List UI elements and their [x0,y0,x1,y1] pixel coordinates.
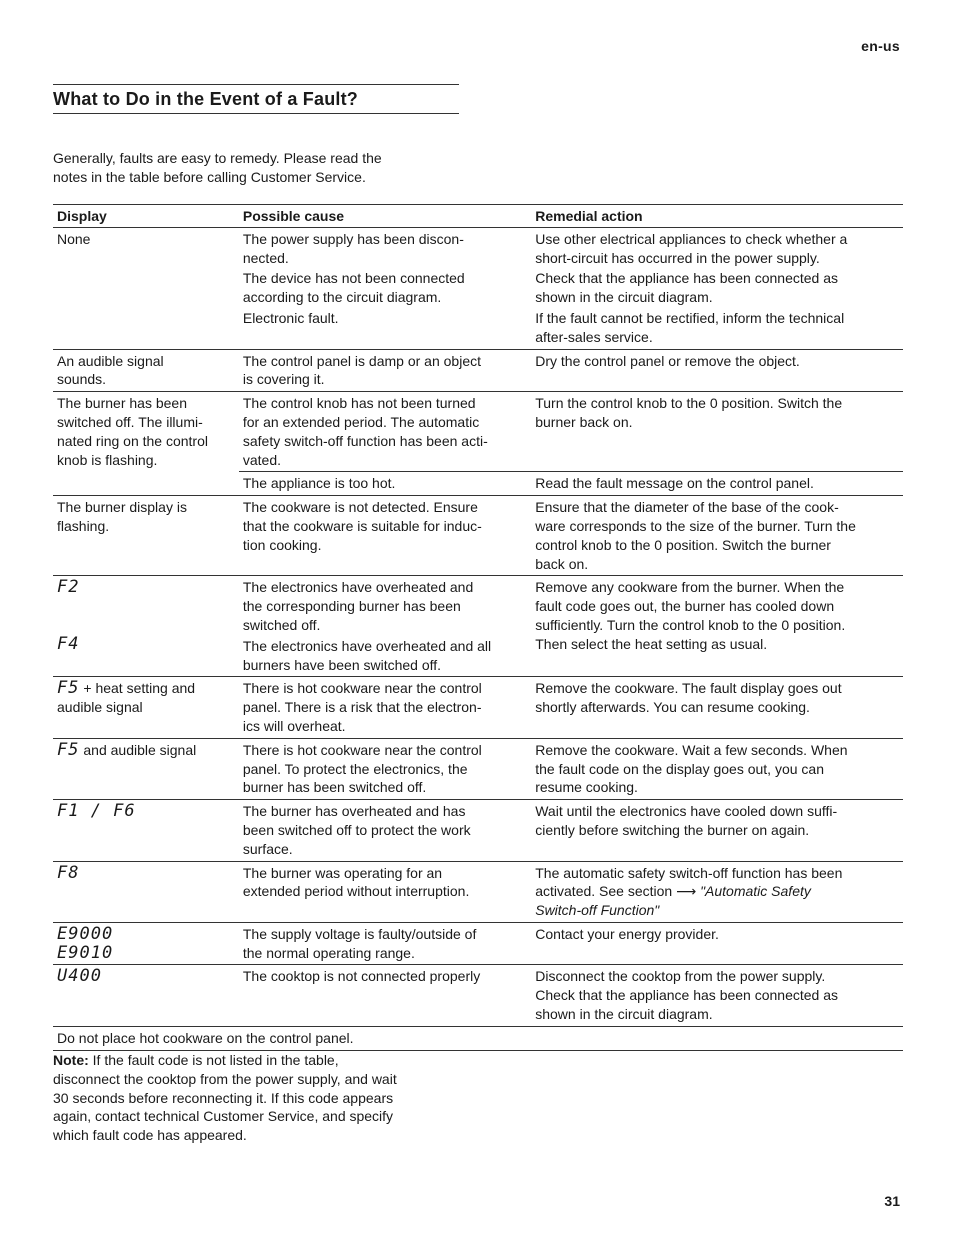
fault-code: F1 / F6 [57,801,136,822]
fault-table [53,204,903,1051]
table-row [53,965,903,1026]
cell-display: The burner display is flashing. [53,496,239,576]
cell-display: F5 and audible signal [53,738,239,799]
cell-display: The burner has been switched off. The illumi- nated ring on the control knob is flashing. [53,392,239,496]
cause-text: The power supply has been discon- nected. [242,230,464,266]
cell-display: F5 + heat setting and audible signal [53,677,239,738]
cause-text: Electronic fault. [242,309,339,326]
fault-code: E9000 [57,923,114,944]
table-row [53,861,903,922]
cell-remedy: Contact your energy provider. [531,922,903,965]
intro-line: notes in the table before calling Customer Service. [53,169,366,185]
cell-cause: The control panel is damp or an object is covering it. [239,349,531,392]
display-text: None [57,230,91,247]
cell-remedy: Disconnect the cooktop from the power supply. Check that the appliance has been connected as shown in the circuit diagram. [531,965,903,1026]
cell-remedy: Remove any cookware from the burner. When the fault code goes out, the burner has cooled down sufficiently. Turn the control knob to the 0 position. Then select the heat setting as usual. [531,576,903,677]
remedy-text: Use other electrical appliances to check whether a short-circuit has occurred in the power supply. [535,230,848,266]
fault-code: U400 [57,966,102,987]
section-reference-link[interactable]: "Automatic Safety [696,883,811,900]
cell-display: An audible signal sounds. [53,349,239,392]
cell-remedy [531,227,903,349]
cell-cause: The burner has overheated and has been switched off to protect the work surface. [239,800,531,861]
table-header-row [53,205,903,228]
fault-code: F2 [57,577,80,598]
table-row [53,738,903,799]
cell-cause: The electronics have overheated and the corresponding burner has been switched off. The electronics have overheated and all burners have been switched off. [239,576,531,677]
cell-cause: The control knob has not been turned for an extended period. The automatic safety switch-off function has been acti- vated. [239,392,531,472]
cell-remedy: Remove the cookware. Wait a few seconds. When the fault code on the display goes out, you can resume cooking. [531,738,903,799]
cause-text: The device has not been connected according to the circuit diagram. [242,270,465,306]
table-footer-row [53,1026,903,1050]
page-number: 31 [884,1193,900,1209]
fault-code: E9010 [57,942,114,963]
cell-display [53,800,239,861]
cell-remedy: Dry the control panel or remove the object. [531,349,903,392]
table-row [53,922,903,965]
fault-code: F5 [57,739,80,760]
cell-cause: The appliance is too hot. [239,472,531,496]
cell-cause: There is hot cookware near the control panel. There is a risk that the electron- ics will overheat. [239,677,531,738]
cell-display [53,861,239,922]
cell-remedy: Ensure that the diameter of the base of the cook- ware corresponds to the size of the burner. Turn the control knob to the 0 position. Switch the burner back on. [531,496,903,576]
cell-cause: The cooktop is not connected properly [239,965,531,1026]
arrow-icon: ⟶ [676,883,697,900]
cell-display [53,576,239,677]
table-row [53,227,903,349]
header-display: Display [53,205,239,228]
table-row [53,576,903,677]
cell-display [53,965,239,1026]
intro-line: Generally, faults are easy to remedy. Please read the [53,150,382,166]
cell-remedy: The automatic safety switch-off function has been activated. See section ⟶ "Automatic Safety Switch-off Function" [531,861,903,922]
note-label: Note: [53,1052,89,1068]
note-paragraph: Note: If the fault code is not listed in the table, disconnect the cooktop from the power supply, and wait 30 seconds before reconnecting it. If this code appears again, contact technical Customer Service, and specify which fault code has appeared. [53,1052,397,1144]
table-footer-note: Do not place hot cookware on the control panel. [53,1026,903,1050]
fault-code: F8 [57,862,80,883]
table-row [53,677,903,738]
page-title: What to Do in the Event of a Fault? [53,84,459,114]
cell-cause: There is hot cookware near the control panel. To protect the electronics, the burner has been switched off. [239,738,531,799]
fault-code: F4 [57,634,80,655]
cell-display [53,922,239,965]
cell-display [53,227,239,349]
table-row [53,496,903,576]
table-row [53,349,903,392]
fault-code: F5 [57,678,80,699]
cell-remedy: Wait until the electronics have cooled down suffi- ciently before switching the burner on again. [531,800,903,861]
language-label: en-us [861,38,900,54]
header-cause: Possible cause [239,205,531,228]
section-reference-link[interactable]: Switch-off Function" [535,902,660,919]
cell-cause: The supply voltage is faulty/outside of the normal operating range. [239,922,531,965]
table-row [53,392,903,472]
table-row [53,800,903,861]
cell-cause: The cookware is not detected. Ensure that the cookware is suitable for induc- tion cooking. [239,496,531,576]
remedy-text: Check that the appliance has been connected as shown in the circuit diagram. [535,270,839,306]
cell-cause: The burner was operating for an extended period without interruption. [239,861,531,922]
remedy-text: If the fault cannot be rectified, inform the technical after-sales service. [535,309,845,345]
cell-remedy: Read the fault message on the control panel. [531,472,903,496]
cell-remedy: Turn the control knob to the 0 position. Switch the burner back on. [531,392,903,472]
header-remedy: Remedial action [531,205,903,228]
cell-cause [239,227,531,349]
intro-paragraph [53,149,453,187]
cell-remedy: Remove the cookware. The fault display goes out shortly afterwards. You can resume cooking. [531,677,903,738]
